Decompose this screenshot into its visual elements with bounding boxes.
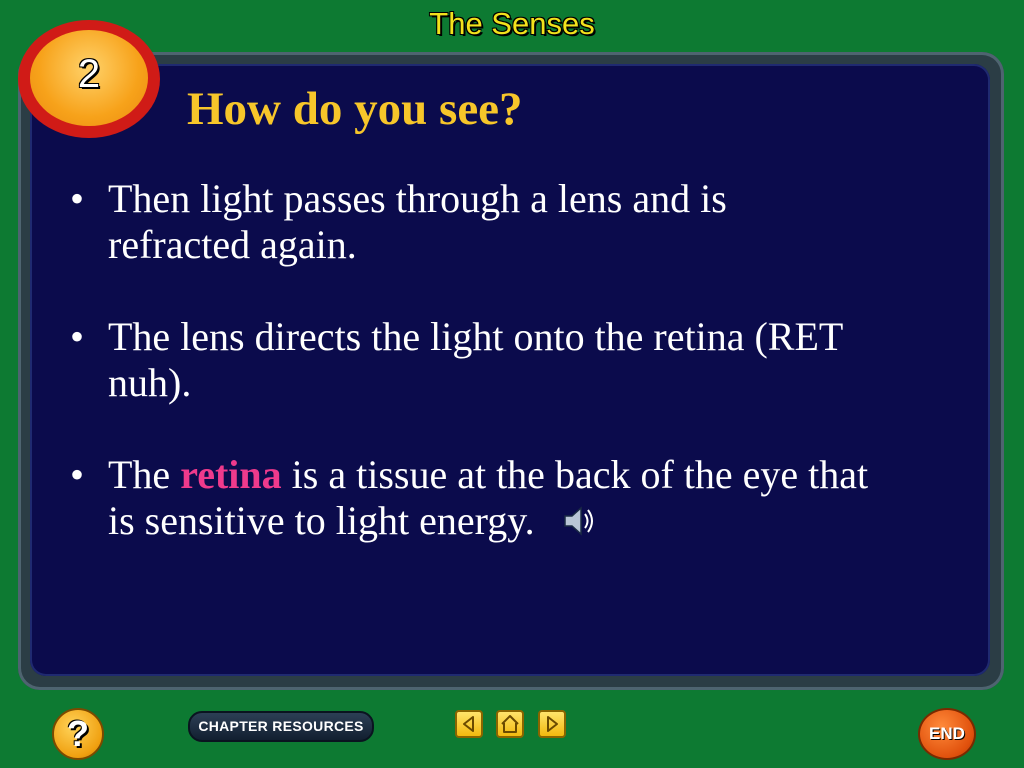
bottom-toolbar [0,700,1024,768]
chapter-resources-button[interactable]: CHAPTER RESOURCES [188,711,374,742]
speaker-icon[interactable] [559,501,599,541]
bullet-text: Then light passes through a lens and is refracted again. [108,176,727,267]
bullet-item [70,176,870,268]
bullet-dot: • [70,314,85,359]
next-button[interactable] [538,710,566,738]
home-button[interactable] [496,710,524,738]
section-number: 2 [77,52,101,96]
prev-button[interactable] [455,710,483,738]
bullet-list [70,176,870,591]
help-button[interactable]: ? [52,708,104,760]
bullet-dot: • [70,452,85,497]
keyword-retina: retina [180,452,282,497]
bullet-item [70,314,870,406]
arrow-left-icon [457,712,481,736]
header-title: The Senses [429,6,595,41]
bullet-text-suffix: is a tissue at the back of the eye that is sensitive to light energy. [108,452,869,543]
bullet-dot: • [70,176,85,221]
end-button[interactable]: END [918,708,976,760]
bullet-text: The lens directs the light onto the retina (RET nuh). [108,314,843,405]
bullet-item [70,452,870,545]
home-icon [498,712,522,736]
arrow-right-icon [540,712,564,736]
bullet-text-prefix: The [108,452,181,497]
slide-heading: How do you see? [187,83,523,135]
